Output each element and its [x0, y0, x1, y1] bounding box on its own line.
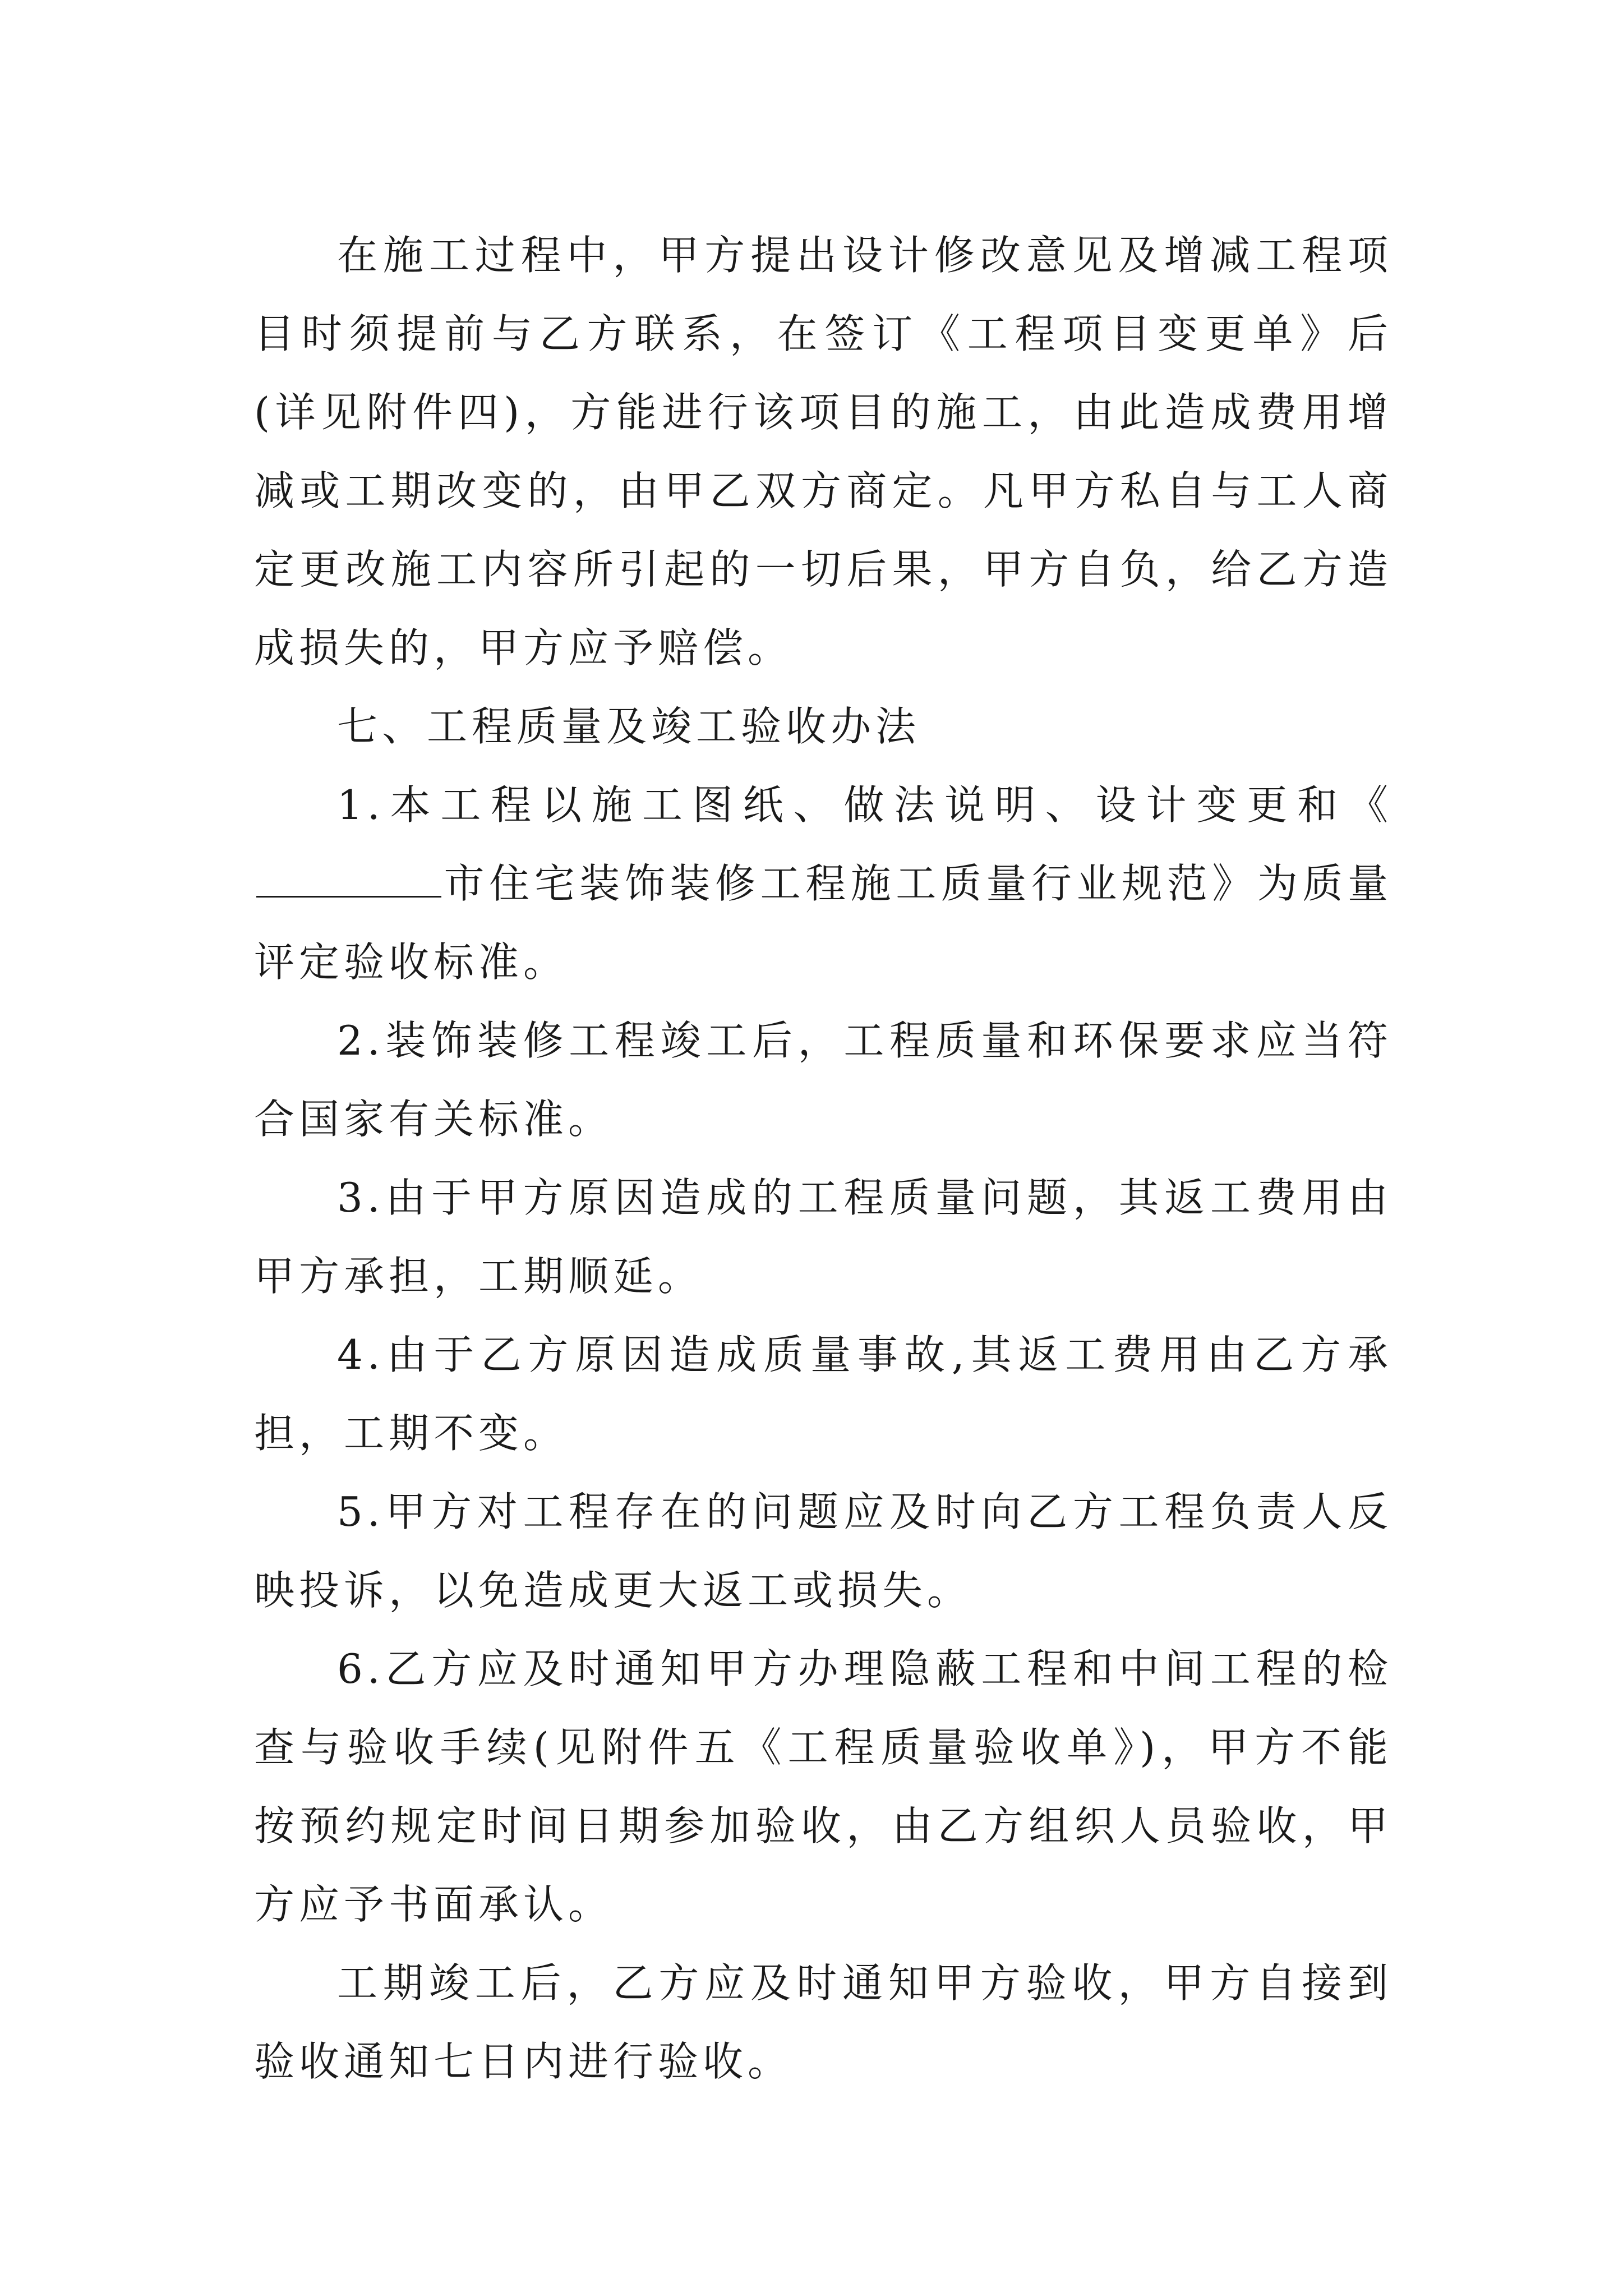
item-1-text-before: 1.本工程以施工图纸、做法说明、设计变更和《	[337, 781, 1393, 829]
paragraph-item-3: 3.由于甲方原因造成的工程质量问题，其返工费用由甲方承担，工期顺延。	[254, 1174, 1393, 1300]
city-name-blank	[256, 860, 441, 898]
item-1-text-after: 市住宅装饰装修工程施工质量行业规范》为质量评定验收标准。	[254, 860, 1393, 986]
paragraph-item-6: 6.乙方应及时通知甲方办理隐蔽工程和中间工程的检查与验收手续(见附件五《工程质量验收单》)，甲方不能按预约规定时间日期参加验收，由乙方组织人员验收，甲方应予书面承认。	[254, 1645, 1393, 1928]
paragraph-item-2: 2.装饰装修工程竣工后，工程质量和环保要求应当符合国家有关标准。	[254, 1017, 1393, 1143]
paragraph-design-changes: 在施工过程中，甲方提出设计修改意见及增减工程项目时须提前与乙方联系，在签订《工程项目变更单》后(详见附件四)，方能进行该项目的施工，由此造成费用增减或工期改变的，由甲乙双方商定。凡甲方私自与工人商定更改施工内容所引起的一切后果，甲方自负，给乙方造成损失的，甲方应予赔偿。	[254, 232, 1393, 671]
document-body	[254, 216, 1393, 2101]
paragraph-item-1	[254, 766, 1393, 1001]
paragraph-item-5: 5.甲方对工程存在的问题应及时向乙方工程负责人反映投诉，以免造成更大返工或损失。	[254, 1488, 1393, 1614]
section-heading-quality-acceptance: 七、工程质量及竣工验收办法	[337, 703, 921, 750]
paragraph-completion-notice: 工期竣工后，乙方应及时通知甲方验收，甲方自接到验收通知七日内进行验收。	[254, 1959, 1393, 2085]
paragraph-item-4: 4.由于乙方原因造成质量事故,其返工费用由乙方承担，工期不变。	[254, 1331, 1393, 1457]
